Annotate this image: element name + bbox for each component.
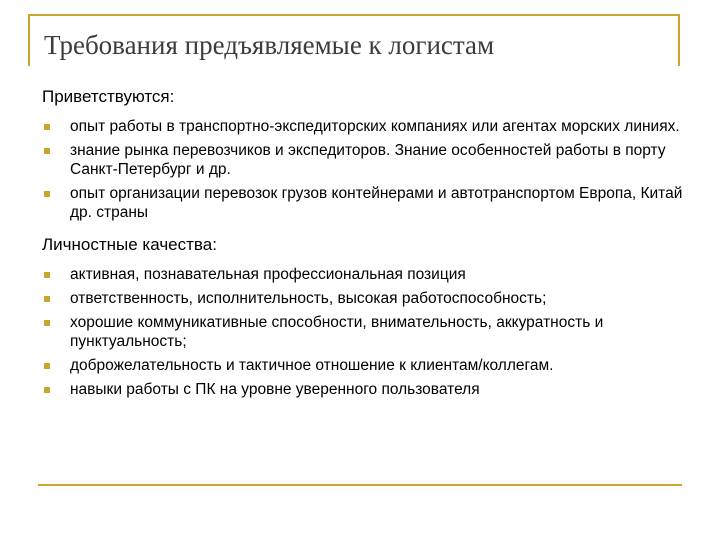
list-item [42,184,692,222]
list-item-text: доброжелательность и тактичное отношение к клиентам/коллегам. [70,357,554,374]
section-heading-welcome: Приветствуются: [42,87,175,106]
list-item-text: хорошие коммуникативные способности, внимательность, аккуратность и пунктуальность; [70,314,604,350]
square-bullet-icon [44,296,50,302]
list-item [42,141,692,179]
section-heading-personal-qualities: Личностные качества: [42,235,217,254]
list-item [42,117,692,136]
slide-title: Требования предъявляемые к логистам [44,30,495,60]
list-item-text: опыт работы в транспортно-экспедиторских компаниях или агентах морских линиях. [70,118,680,135]
personal-qualities-list [42,265,692,399]
slide-content [42,86,692,404]
bottom-divider [38,484,682,486]
square-bullet-icon [44,363,50,369]
square-bullet-icon [44,148,50,154]
list-item [42,265,692,284]
list-item [42,313,692,351]
square-bullet-icon [44,320,50,326]
list-item-text: активная, познавательная профессиональная позиция [70,266,466,283]
welcome-list [42,117,692,222]
square-bullet-icon [44,387,50,393]
square-bullet-icon [44,272,50,278]
list-item-text: опыт организации перевозок грузов контейнерами и автотранспортом Европа, Китай др. страны [70,185,683,221]
list-item-text: знание рынка перевозчиков и экспедиторов. Знание особенностей работы в порту Санкт-Петербург и др. [70,142,666,178]
list-item [42,289,692,308]
list-item-text: навыки работы с ПК на уровне уверенного пользователя [70,381,480,398]
title-frame-left-edge [28,14,30,66]
list-item [42,380,692,399]
list-item [42,356,692,375]
list-item-text: ответственность, исполнительность, высокая работоспособность; [70,290,547,307]
square-bullet-icon [44,191,50,197]
square-bullet-icon [44,124,50,130]
